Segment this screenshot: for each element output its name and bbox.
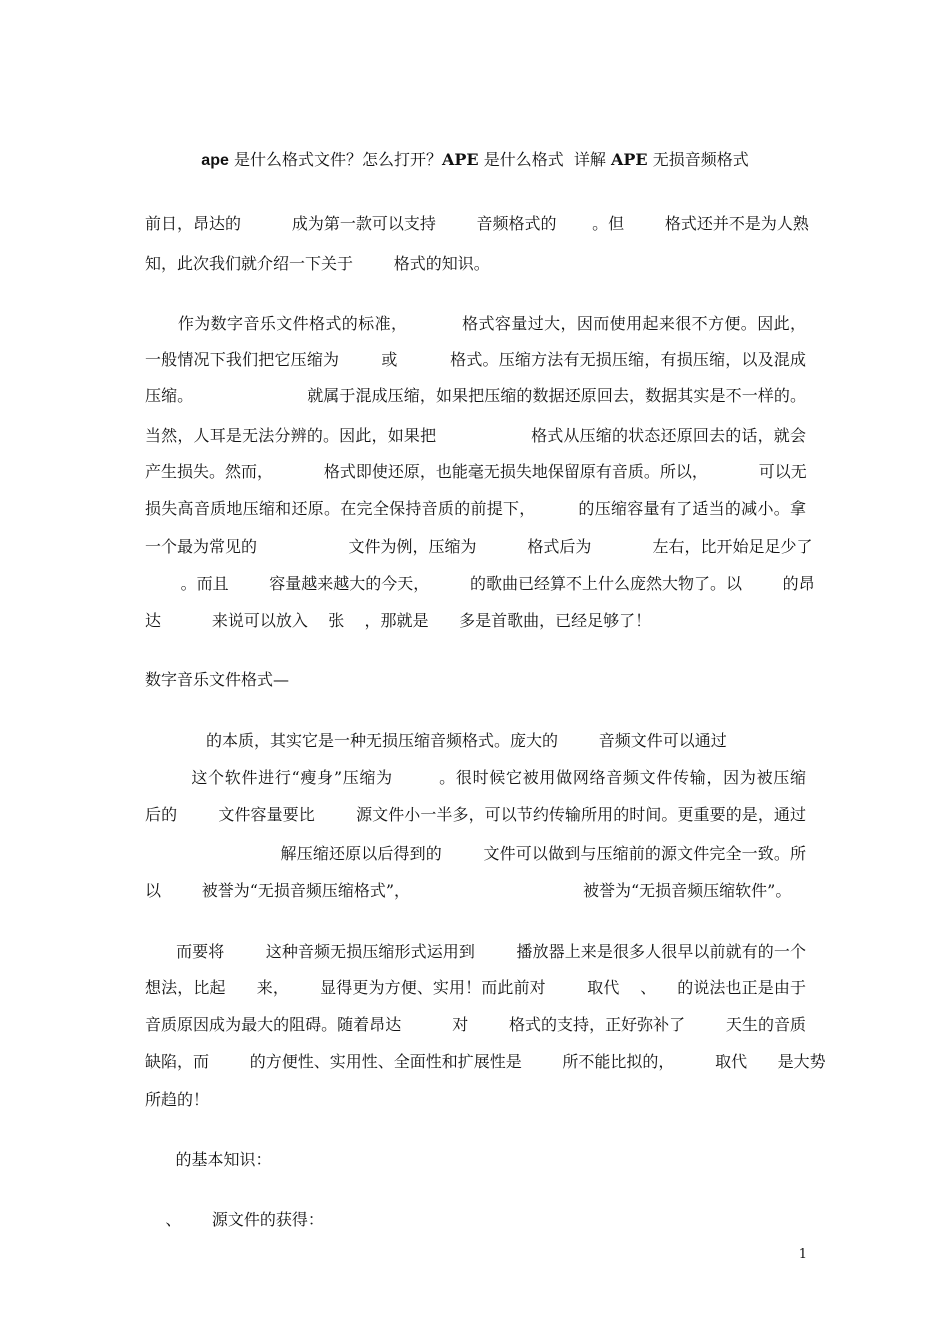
title-part-3: APE (441, 150, 479, 169)
text-line: 缺陷，而 的方便性、实用性、全面性和扩展性是 所不能比拟的， 取代 是大势 (145, 1052, 826, 1071)
text-line: 压缩。 就属于混成压缩，如果把压缩的数据还原回去，数据其实是不一样的。 (145, 386, 806, 405)
text-line: 前日，昂达的 成为第一款可以支持 音频格式的 。但 格式还并不是为人熟 (145, 214, 809, 233)
text-line: 的本质，其实它是一种无损压缩音频格式。庞大的 音频文件可以通过 (145, 731, 727, 750)
text-line: 损失高音质地压缩和还原。在完全保持音质的前提下， 的压缩容量有了适当的减小。拿 (145, 499, 806, 518)
text-line: 以 被誉为“无损音频压缩格式”， 被誉为“无损音频压缩软件”。 (145, 881, 792, 900)
title-part-6: 无损音频格式 (647, 150, 749, 169)
text-line: 后的 文件容量要比 源文件小一半多，可以节约传输所用的时间。更重要的是，通过 (145, 805, 806, 824)
text-line: 一个最为常见的 文件为例，压缩为 格式后为 左右，比开始足足少了 (145, 537, 813, 556)
text-line: 想法，比起 来， 显得更为方便、实用！而此前对 取代 、 的说法也正是由于 (145, 978, 806, 997)
text-line: 一般情况下我们把它压缩为 或 格式。压缩方法有无损压缩，有损压缩，以及混成 (145, 350, 806, 369)
title-part-1: ape (201, 152, 229, 169)
text-line: 知，此次我们就介绍一下关于 格式的知识。 (145, 254, 490, 273)
page-number: 1 (798, 1247, 807, 1262)
title-part-4: 是什么格式 详解 (478, 150, 611, 169)
title-part-5: APE (610, 150, 648, 169)
text-line: 而要将 这种音频无损压缩形式运用到 播放器上来是很多人很早以前就有的一个 (145, 942, 806, 961)
section-heading: 数字音乐文件格式— (145, 670, 290, 689)
text-line: 产生损失。然而， 格式即使还原，也能毫无损失地保留原有音质。所以， 可以无 (145, 462, 807, 481)
list-item: 、 源文件的获得： (145, 1210, 324, 1229)
text-line: 所趋的！ (145, 1090, 210, 1109)
text-line: 达 来说可以放入 张 ，那就是 多是首歌曲，已经足够了！ (145, 611, 652, 630)
subsection-heading: 的基本知识： (145, 1150, 272, 1169)
text-line: 解压缩还原以后得到的 文件可以做到与压缩前的源文件完全一致。所 (145, 844, 806, 863)
text-line: 音质原因成为最大的阻碍。随着昂达 对 格式的支持，正好弥补了 天生的音质 (145, 1015, 806, 1034)
text-line: 这个软件进行“瘦身”压缩为 。很时候它被用做网络音频文件传输，因为被压缩 (145, 768, 806, 787)
document-title (0, 148, 950, 173)
text-line: 当然，人耳是无法分辨的。因此，如果把 格式从压缩的状态还原回去的话，就会 (145, 426, 806, 445)
text-line: 。而且 容量越来越大的今天， 的歌曲已经算不上什么庞然大物了。以 的昂 (145, 574, 815, 593)
title-part-2: 是什么格式文件？怎么打开？ (228, 150, 442, 169)
text-line: 作为数字音乐文件格式的标准， 格式容量过大，因而使用起来很不方便。因此， (145, 314, 806, 333)
